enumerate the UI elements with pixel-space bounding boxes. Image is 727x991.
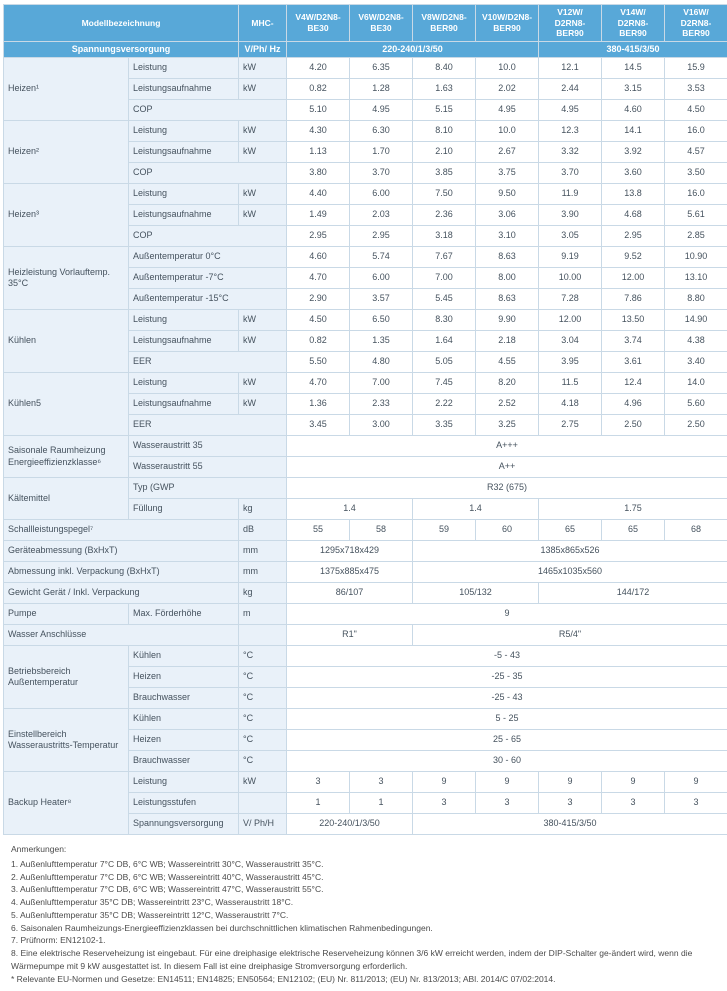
voltage-row-label: Spannungsversorgung	[4, 42, 239, 58]
spec-group-label: Gewicht Gerät / Inkl. Verpackung	[4, 583, 239, 604]
spec-value: 59	[413, 520, 476, 541]
voltage-value: 220-240/1/3/50	[287, 42, 539, 58]
spec-value: 7.67	[413, 247, 476, 268]
spec-value: 3.06	[476, 205, 539, 226]
spec-value: 5.15	[413, 100, 476, 121]
spec-group-label: Backup Heater⁸	[4, 772, 129, 835]
spec-value: 2.03	[350, 205, 413, 226]
spec-value: 3	[539, 793, 602, 814]
spec-group-label: Betriebsbereich Außentemperatur	[4, 646, 129, 709]
spec-unit: °C	[239, 709, 287, 730]
spec-row-label: Typ (GWP	[129, 478, 287, 499]
spec-value: 2.44	[539, 79, 602, 100]
spec-row-label: Leistung	[129, 121, 239, 142]
spec-row-label: Kühlen	[129, 646, 239, 667]
spec-value: 5.61	[665, 205, 727, 226]
spec-group-label: Heizleistung Vorlauftemp. 35°C	[4, 247, 129, 310]
spec-value: 3.45	[287, 415, 350, 436]
spec-row-label: Max. Förderhöhe	[129, 604, 239, 625]
spec-value: 6.30	[350, 121, 413, 142]
spec-value: 13.8	[602, 184, 665, 205]
spec-unit: kW	[239, 184, 287, 205]
spec-value: 2.90	[287, 289, 350, 310]
spec-value: 9	[539, 772, 602, 793]
spec-value: R32 (675)	[287, 478, 727, 499]
spec-unit: mm	[239, 541, 287, 562]
model-header-row	[4, 5, 727, 42]
spec-row-label: Leistung	[129, 58, 239, 79]
spec-value: 65	[539, 520, 602, 541]
spec-row	[4, 709, 727, 730]
spec-value: 4.70	[287, 268, 350, 289]
notes-section	[3, 843, 724, 985]
spec-value: 9	[287, 604, 727, 625]
spec-row-label: Leistungsaufnahme	[129, 142, 239, 163]
spec-value: 7.50	[413, 184, 476, 205]
spec-value: 1295x718x429	[287, 541, 413, 562]
spec-value: 15.9	[665, 58, 727, 79]
spec-row-label: Leistung	[129, 184, 239, 205]
spec-value: 4.95	[476, 100, 539, 121]
spec-value: 2.75	[539, 415, 602, 436]
spec-value: 3.18	[413, 226, 476, 247]
spec-value: 9.52	[602, 247, 665, 268]
spec-value: 7.45	[413, 373, 476, 394]
spec-row-label: EER	[129, 352, 287, 373]
spec-unit: °C	[239, 688, 287, 709]
spec-value: 1	[350, 793, 413, 814]
spec-unit: kW	[239, 205, 287, 226]
spec-value: 1.70	[350, 142, 413, 163]
spec-row	[4, 625, 727, 646]
spec-value: 58	[350, 520, 413, 541]
spec-value: 1	[287, 793, 350, 814]
model-column-header: V10W/​D2N8-​BER90	[476, 5, 539, 42]
spec-value: 12.1	[539, 58, 602, 79]
spec-value: 3.80	[287, 163, 350, 184]
spec-group-label: Abmessung inkl. Verpackung (BxHxT)	[4, 562, 239, 583]
spec-value: 2.95	[350, 226, 413, 247]
spec-value: 1.35	[350, 331, 413, 352]
spec-value: 2.85	[665, 226, 727, 247]
model-column-header: V14W/​D2RN8-​BER90	[602, 5, 665, 42]
spec-row	[4, 247, 727, 268]
spec-row	[4, 520, 727, 541]
spec-value: 8.63	[476, 247, 539, 268]
spec-unit	[239, 793, 287, 814]
spec-value: A++	[287, 457, 727, 478]
spec-value: 3.61	[602, 352, 665, 373]
spec-value: 2.67	[476, 142, 539, 163]
spec-value: 9.90	[476, 310, 539, 331]
spec-value: 220-240/1/3/50	[287, 814, 413, 835]
spec-value: 144/172	[539, 583, 727, 604]
spec-value: 12.3	[539, 121, 602, 142]
spec-row-label: Leistung	[129, 772, 239, 793]
spec-row-label: Kühlen	[129, 709, 239, 730]
spec-value: 3.15	[602, 79, 665, 100]
spec-table-body	[4, 58, 727, 835]
spec-value: 4.18	[539, 394, 602, 415]
spec-value: 3.92	[602, 142, 665, 163]
spec-value: 3.70	[350, 163, 413, 184]
spec-row-label: Leistungsaufnahme	[129, 205, 239, 226]
spec-value: 9.50	[476, 184, 539, 205]
spec-value: 3.35	[413, 415, 476, 436]
spec-value: 4.95	[350, 100, 413, 121]
spec-value: 2.22	[413, 394, 476, 415]
spec-value: 3.60	[602, 163, 665, 184]
spec-value: 3.04	[539, 331, 602, 352]
spec-value: 11.9	[539, 184, 602, 205]
model-column-header: V8W/​D2N8-​BER90	[413, 5, 476, 42]
spec-value: 14.5	[602, 58, 665, 79]
spec-value: 10.90	[665, 247, 727, 268]
spec-value: 1.13	[287, 142, 350, 163]
spec-unit	[239, 625, 287, 646]
spec-value: 4.40	[287, 184, 350, 205]
spec-value: 2.18	[476, 331, 539, 352]
spec-group-label: Geräteabmessung (BxHxT)	[4, 541, 239, 562]
spec-value: -5 - 43	[287, 646, 727, 667]
spec-row-label: Leistungsaufnahme	[129, 394, 239, 415]
spec-value: 3.25	[476, 415, 539, 436]
spec-value: 8.30	[413, 310, 476, 331]
spec-value: 9.19	[539, 247, 602, 268]
spec-value: 4.20	[287, 58, 350, 79]
spec-group-label: Kältemittel	[4, 478, 129, 520]
spec-group-label: Einstellbereich Wasseraustritts-Temperatur	[4, 709, 129, 772]
spec-value: 3.57	[350, 289, 413, 310]
spec-unit: °C	[239, 730, 287, 751]
spec-value: 8.80	[665, 289, 727, 310]
spec-row-label: Brauchwasser	[129, 688, 239, 709]
spec-value: 3	[350, 772, 413, 793]
spec-row-label: COP	[129, 163, 287, 184]
model-column-header: V16W/​D2RN8-​BER90	[665, 5, 727, 42]
spec-row-label: COP	[129, 226, 287, 247]
spec-row	[4, 184, 727, 205]
spec-value: 2.50	[602, 415, 665, 436]
spec-value: 3.00	[350, 415, 413, 436]
spec-value: 4.60	[602, 100, 665, 121]
spec-value: 4.96	[602, 394, 665, 415]
spec-value: 9	[413, 772, 476, 793]
spec-unit: °C	[239, 667, 287, 688]
spec-value: 9	[476, 772, 539, 793]
spec-row-label: Außentemperatur 0°C	[129, 247, 287, 268]
footnote-item: 5. Außenlufttemperatur 35°C DB; Wassereintritt 12°C, Wasseraustritt 7°C.	[11, 909, 724, 922]
spec-row-label: Heizen	[129, 730, 239, 751]
spec-value: 4.57	[665, 142, 727, 163]
spec-value: -25 - 43	[287, 688, 727, 709]
spec-value: 86/107	[287, 583, 413, 604]
spec-value: 105/132	[413, 583, 539, 604]
footnote-item: 6. Saisonalen Raumheizungs-Energieeffizienzklassen bei durchschnittlichen klimatischen Rahmenbedingungen.	[11, 922, 724, 935]
spec-value: 5.05	[413, 352, 476, 373]
spec-row-label: EER	[129, 415, 287, 436]
model-column-header: V12W/​D2RN8-​BER90	[539, 5, 602, 42]
spec-group-label: Schallleistungspegel⁷	[4, 520, 239, 541]
spec-value: 5 - 25	[287, 709, 727, 730]
spec-value: 8.63	[476, 289, 539, 310]
spec-row-label: Leistung	[129, 310, 239, 331]
spec-value: 3	[665, 793, 727, 814]
spec-unit: kW	[239, 373, 287, 394]
spec-row-label: Brauchwasser	[129, 751, 239, 772]
spec-value: 11.5	[539, 373, 602, 394]
spec-row	[4, 562, 727, 583]
spec-value: -25 - 35	[287, 667, 727, 688]
spec-value: A+++	[287, 436, 727, 457]
spec-unit: kW	[239, 121, 287, 142]
spec-unit: m	[239, 604, 287, 625]
spec-value: 60	[476, 520, 539, 541]
spec-value: 6.00	[350, 268, 413, 289]
spec-value: 8.40	[413, 58, 476, 79]
spec-value: 1.49	[287, 205, 350, 226]
footnote-item: * Relevante EU-Normen und Gesetze: EN14511; EN14825; EN50564; EN12102; (EU) Nr. 811/2013; (EU) Nr. 813/2013; ABl. 2014/C 07/02:2014.	[11, 973, 724, 986]
spec-value: 8.20	[476, 373, 539, 394]
spec-value: 25 - 65	[287, 730, 727, 751]
spec-row-label: Leistung	[129, 373, 239, 394]
spec-value: 14.1	[602, 121, 665, 142]
spec-value: 3.05	[539, 226, 602, 247]
spec-value: 1465x1035x560	[413, 562, 727, 583]
footnote-item: 1. Außenlufttemperatur 7°C DB, 6°C WB; Wassereintritt 30°C, Wasseraustritt 35°C.	[11, 858, 724, 871]
spec-value: 65	[602, 520, 665, 541]
spec-value: 14.0	[665, 373, 727, 394]
spec-value: 1375x885x475	[287, 562, 413, 583]
spec-value: 16.0	[665, 121, 727, 142]
spec-group-label: Heizen³	[4, 184, 129, 247]
spec-table	[3, 4, 727, 835]
spec-group-label: Pumpe	[4, 604, 129, 625]
model-row-label: Modellbezeichnung	[4, 5, 239, 42]
spec-value: 7.86	[602, 289, 665, 310]
spec-row	[4, 646, 727, 667]
spec-value: 12.00	[539, 310, 602, 331]
spec-row-label: Leistungsstufen	[129, 793, 239, 814]
spec-value: 13.10	[665, 268, 727, 289]
spec-row-label: Heizen	[129, 667, 239, 688]
spec-value: 4.60	[287, 247, 350, 268]
spec-value: 4.50	[287, 310, 350, 331]
spec-value: 8.10	[413, 121, 476, 142]
spec-row-label: Wasseraustritt 55	[129, 457, 287, 478]
spec-value: 55	[287, 520, 350, 541]
spec-unit: kg	[239, 499, 287, 520]
spec-value: 8.00	[476, 268, 539, 289]
spec-value: 2.33	[350, 394, 413, 415]
spec-value: 1.4	[287, 499, 413, 520]
spec-value: 2.36	[413, 205, 476, 226]
spec-value: 0.82	[287, 79, 350, 100]
footnote-item: 4. Außenlufttemperatur 35°C DB; Wassereintritt 23°C, Wasseraustritt 18°C.	[11, 896, 724, 909]
spec-value: 1.28	[350, 79, 413, 100]
spec-value: 3.75	[476, 163, 539, 184]
spec-value: 380-415/3/50	[413, 814, 727, 835]
spec-value: 3.74	[602, 331, 665, 352]
spec-unit: kW	[239, 331, 287, 352]
spec-group-label: Saisonale Raumheizung Energieeffizienzklasse⁶	[4, 436, 129, 478]
spec-value: 4.95	[539, 100, 602, 121]
footnote-item: 3. Außenlufttemperatur 7°C DB, 6°C WB; Wassereintritt 47°C, Wasseraustritt 55°C.	[11, 883, 724, 896]
spec-value: 3	[287, 772, 350, 793]
spec-value: 3.32	[539, 142, 602, 163]
spec-value: 7.00	[350, 373, 413, 394]
spec-value: 4.80	[350, 352, 413, 373]
spec-value: 4.70	[287, 373, 350, 394]
spec-value: 6.50	[350, 310, 413, 331]
spec-unit: kW	[239, 79, 287, 100]
spec-value: 9	[602, 772, 665, 793]
spec-value: 3.40	[665, 352, 727, 373]
model-column-header: V4W/​D2N8-​BE30	[287, 5, 350, 42]
voltage-unit: V/Ph/ Hz	[239, 42, 287, 58]
spec-value: 5.10	[287, 100, 350, 121]
spec-row	[4, 478, 727, 499]
spec-value: 3.53	[665, 79, 727, 100]
spec-value: 2.52	[476, 394, 539, 415]
spec-row-label: Spannungsversorgung	[129, 814, 239, 835]
spec-value: 1385x865x526	[413, 541, 727, 562]
spec-unit: V/ Ph/H	[239, 814, 287, 835]
spec-value: 1.63	[413, 79, 476, 100]
spec-group-label: Heizen¹	[4, 58, 129, 121]
spec-group-label: Heizen²	[4, 121, 129, 184]
spec-value: 0.82	[287, 331, 350, 352]
spec-row-label: Außentemperatur -15°C	[129, 289, 287, 310]
spec-value: 30 - 60	[287, 751, 727, 772]
spec-group-label: Kühlen	[4, 310, 129, 373]
spec-value: 1.36	[287, 394, 350, 415]
spec-row-label: Wasseraustritt 35	[129, 436, 287, 457]
spec-value: 5.50	[287, 352, 350, 373]
spec-row	[4, 58, 727, 79]
spec-value: 3.10	[476, 226, 539, 247]
spec-value: 10.00	[539, 268, 602, 289]
spec-value: 12.00	[602, 268, 665, 289]
footnote-item: 8. Eine elektrische Reserveheizung ist eingebaut. Für eine dreiphasige elektrische Reserveheizung können 3/6 kW erreicht werden, indem der DIP-Schalter ge-ändert wird, wenn die Wärmepumpe mit 9 kW ausgestattet ist. In diesem Fall ist eine dreiphasige Stromversorgung erforderlich.	[11, 947, 724, 973]
spec-value: 6.00	[350, 184, 413, 205]
spec-unit: kW	[239, 310, 287, 331]
spec-value: 1.64	[413, 331, 476, 352]
spec-row-label: Füllung	[129, 499, 239, 520]
spec-unit: °C	[239, 751, 287, 772]
spec-value: R1"	[287, 625, 413, 646]
voltage-value: 380-415/3/50	[539, 42, 727, 58]
spec-value: 68	[665, 520, 727, 541]
spec-value: 10.0	[476, 58, 539, 79]
spec-value: 5.74	[350, 247, 413, 268]
spec-value: 4.50	[665, 100, 727, 121]
spec-value: 5.45	[413, 289, 476, 310]
spec-unit: kW	[239, 142, 287, 163]
spec-value: 4.55	[476, 352, 539, 373]
spec-value: 12.4	[602, 373, 665, 394]
spec-value: 6.35	[350, 58, 413, 79]
spec-value: 3.95	[539, 352, 602, 373]
footnote-item: 2. Außenlufttemperatur 7°C DB, 6°C WB; Wassereintritt 40°C, Wasseraustritt 45°C.	[11, 871, 724, 884]
spec-row	[4, 310, 727, 331]
spec-value: 1.75	[539, 499, 727, 520]
spec-row	[4, 436, 727, 457]
spec-value: R5/4"	[413, 625, 727, 646]
spec-row-label: Leistungsaufnahme	[129, 331, 239, 352]
spec-value: 3.70	[539, 163, 602, 184]
spec-table-header	[4, 5, 727, 58]
spec-row-label: Außentemperatur -7°C	[129, 268, 287, 289]
model-column-header: V6W/​D2N8-​BE30	[350, 5, 413, 42]
spec-group-label: Wasser Anschlüsse	[4, 625, 239, 646]
prefix-header: MHC-	[239, 5, 287, 42]
spec-value: 9	[665, 772, 727, 793]
spec-value: 10.0	[476, 121, 539, 142]
spec-value: 1.4	[413, 499, 539, 520]
spec-unit: kg	[239, 583, 287, 604]
spec-value: 13.50	[602, 310, 665, 331]
voltage-row	[4, 42, 727, 58]
notes-title: Anmerkungen:	[11, 843, 724, 856]
spec-value: 3	[413, 793, 476, 814]
spec-value: 3	[602, 793, 665, 814]
spec-row-label: Leistungsaufnahme	[129, 79, 239, 100]
spec-value: 4.38	[665, 331, 727, 352]
spec-unit: mm	[239, 562, 287, 583]
spec-row	[4, 541, 727, 562]
spec-value: 4.30	[287, 121, 350, 142]
spec-value: 5.60	[665, 394, 727, 415]
spec-row	[4, 604, 727, 625]
spec-row	[4, 121, 727, 142]
spec-value: 3.90	[539, 205, 602, 226]
spec-value: 7.28	[539, 289, 602, 310]
spec-value: 3.50	[665, 163, 727, 184]
spec-row	[4, 373, 727, 394]
spec-value: 3.85	[413, 163, 476, 184]
spec-value: 2.95	[287, 226, 350, 247]
spec-value: 2.50	[665, 415, 727, 436]
spec-unit: kW	[239, 394, 287, 415]
spec-value: 14.90	[665, 310, 727, 331]
spec-unit: °C	[239, 646, 287, 667]
spec-value: 2.02	[476, 79, 539, 100]
spec-group-label: Kühlen5	[4, 373, 129, 436]
spec-unit: kW	[239, 58, 287, 79]
spec-value: 2.95	[602, 226, 665, 247]
spec-row	[4, 772, 727, 793]
spec-unit: dB	[239, 520, 287, 541]
spec-value: 4.68	[602, 205, 665, 226]
spec-row-label: COP	[129, 100, 287, 121]
footnote-item: 7. Prüfnorm: EN12102-1.	[11, 934, 724, 947]
spec-value: 16.0	[665, 184, 727, 205]
spec-row	[4, 583, 727, 604]
spec-value: 2.10	[413, 142, 476, 163]
notes-list	[11, 858, 724, 986]
spec-unit: kW	[239, 772, 287, 793]
spec-value: 3	[476, 793, 539, 814]
spec-value: 7.00	[413, 268, 476, 289]
